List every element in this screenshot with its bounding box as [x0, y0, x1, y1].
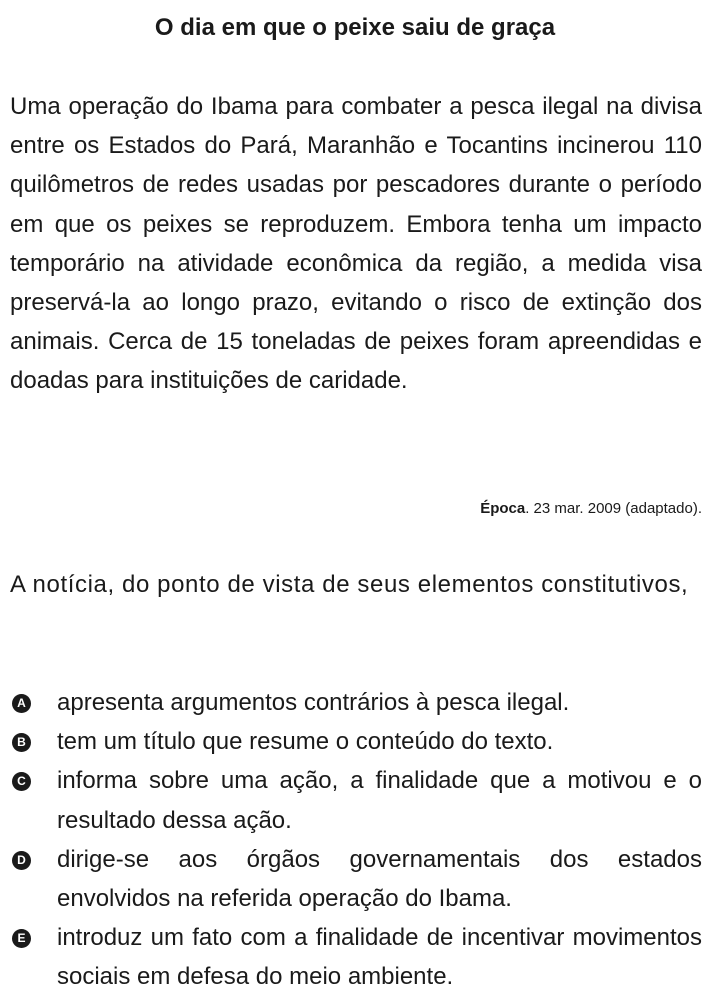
option-d-text: dirige-se aos órgãos governamentais dos estados envolvidos na referida operação do Ibama.: [57, 845, 702, 913]
answer-options: [10, 683, 702, 997]
option-b[interactable]: [10, 722, 702, 761]
option-c-letter-badge: C: [12, 772, 31, 791]
option-d-letter-badge: D: [12, 851, 31, 870]
article-title: O dia em que o peixe saiu de graça: [154, 14, 556, 41]
option-a-letter-badge: A: [12, 694, 31, 713]
option-e[interactable]: [10, 918, 702, 996]
option-c[interactable]: [10, 761, 702, 839]
source-publication: Época: [480, 500, 526, 517]
option-d[interactable]: [10, 840, 702, 918]
source-details: . 23 mar. 2009 (adaptado).: [525, 500, 702, 517]
article-passage: Uma operação do Ibama para combater a pesca ilegal na divisa entre os Estados do Pará, Maranhão e Tocantins incinerou 110 quilômetros de redes usadas por pescadores durante o período em que os peixes se reproduzem. Embora tenha um impacto temporário na atividade econômica da região, a medida visa preservá-la ao longo prazo, evitando o risco de extinção dos animais. Cerca de 15 toneladas de peixes foram apreendidas e doadas para instituições de caridade.: [10, 93, 702, 395]
option-e-text: introduz um fato com a finalidade de incentivar movimentos sociais em defesa do meio ambiente.: [57, 924, 702, 991]
option-a[interactable]: [10, 683, 702, 722]
option-b-letter-badge: B: [12, 733, 31, 752]
source-citation: [480, 497, 702, 521]
option-b-text: tem um título que resume o conteúdo do texto.: [57, 728, 554, 756]
option-a-text: apresenta argumentos contrários à pesca ilegal.: [57, 689, 570, 716]
question-stem: A notícia, do ponto de vista de seus elementos constitutivos,: [10, 571, 689, 598]
option-c-text: informa sobre uma ação, a finalidade que a motivou e o resultado dessa ação.: [57, 767, 702, 834]
option-e-letter-badge: E: [12, 929, 31, 948]
